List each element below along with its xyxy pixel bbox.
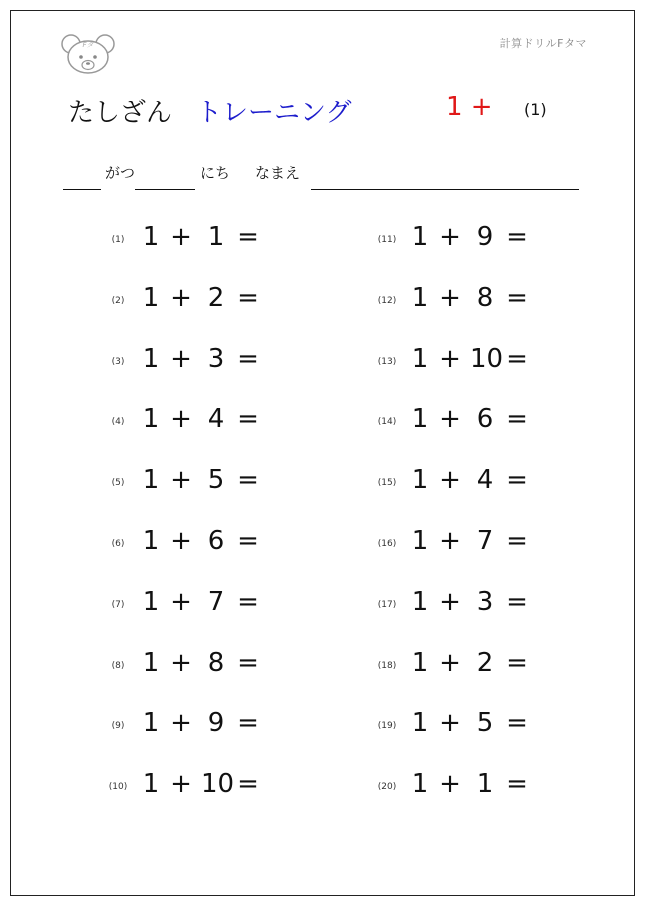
operand-b: 8 bbox=[207, 647, 225, 678]
operand-b: 4 bbox=[207, 404, 225, 435]
operand-b: 6 bbox=[207, 526, 225, 556]
equals-sign: = bbox=[506, 343, 528, 374]
equals-sign: = bbox=[237, 647, 259, 678]
operand-b: 2 bbox=[476, 647, 494, 678]
operand-b: 1 bbox=[476, 769, 494, 800]
plus-sign: + bbox=[439, 222, 461, 252]
problem-expression bbox=[410, 769, 534, 799]
operand-a: 1 bbox=[411, 769, 429, 800]
plus-sign: + bbox=[439, 586, 461, 617]
operand-a: 1 bbox=[411, 282, 429, 313]
bear-face-icon bbox=[60, 33, 116, 75]
equals-sign: = bbox=[237, 282, 259, 313]
brand-label: 計算ドリルFタマ bbox=[499, 37, 587, 50]
problem-item bbox=[372, 222, 592, 262]
plus-sign: + bbox=[170, 465, 192, 496]
operand-b: 5 bbox=[207, 465, 225, 496]
plus-sign: + bbox=[170, 769, 192, 800]
problem-number: (12) bbox=[377, 295, 397, 306]
name-blank[interactable] bbox=[311, 189, 579, 190]
problem-item bbox=[103, 769, 323, 809]
operand-b: 7 bbox=[207, 586, 225, 617]
operand-a: 1 bbox=[411, 465, 429, 496]
worksheet-page bbox=[10, 10, 635, 896]
equals-sign: = bbox=[506, 222, 528, 252]
plus-sign: + bbox=[170, 526, 192, 556]
operand-b: 4 bbox=[476, 465, 494, 496]
operand-b: 9 bbox=[476, 222, 494, 252]
operand-a: 1 bbox=[142, 282, 160, 313]
plus-sign: + bbox=[170, 586, 192, 617]
operand-a: 1 bbox=[142, 526, 160, 556]
plus-sign: + bbox=[439, 708, 461, 739]
operand-a: 1 bbox=[411, 647, 429, 678]
equals-sign: = bbox=[237, 769, 259, 800]
operand-b: 7 bbox=[476, 526, 494, 556]
operand-b: 5 bbox=[476, 708, 494, 739]
day-blank[interactable] bbox=[135, 189, 195, 190]
operand-a: 1 bbox=[142, 708, 160, 739]
equals-sign: = bbox=[506, 526, 528, 556]
problem-item bbox=[372, 344, 592, 384]
equals-sign: = bbox=[237, 465, 259, 496]
problem-item bbox=[103, 587, 323, 627]
problem-item bbox=[372, 465, 592, 505]
equals-sign: = bbox=[237, 526, 259, 556]
name-date-row bbox=[63, 162, 579, 190]
problem-item bbox=[103, 404, 323, 444]
title-main: たしざん bbox=[68, 98, 173, 128]
problem-number: (14) bbox=[377, 417, 397, 428]
problem-number: (2) bbox=[111, 295, 125, 306]
problem-item bbox=[372, 404, 592, 444]
problem-expression bbox=[141, 404, 265, 434]
problem-number: (9) bbox=[111, 721, 125, 732]
problem-number: (5) bbox=[111, 478, 125, 489]
problem-expression bbox=[141, 344, 265, 374]
problem-item bbox=[103, 708, 323, 748]
plus-sign: + bbox=[170, 708, 192, 739]
problem-expression bbox=[141, 526, 265, 556]
logo-text: Fタ bbox=[82, 41, 94, 49]
equals-sign: = bbox=[506, 769, 528, 800]
equals-sign: = bbox=[506, 708, 528, 739]
operand-b: 3 bbox=[476, 586, 494, 617]
plus-sign: + bbox=[170, 343, 192, 374]
problem-expression bbox=[141, 587, 265, 617]
problem-item bbox=[103, 526, 323, 566]
problem-expression bbox=[410, 222, 534, 252]
problem-expression bbox=[410, 708, 534, 738]
problem-number: (16) bbox=[377, 539, 397, 549]
problem-item bbox=[372, 769, 592, 809]
problem-item bbox=[103, 648, 323, 688]
operand-a: 1 bbox=[142, 586, 160, 617]
operand-a: 1 bbox=[411, 343, 429, 374]
plus-sign: + bbox=[170, 647, 192, 678]
problem-item bbox=[103, 222, 323, 262]
problem-expression bbox=[410, 648, 534, 678]
operand-a: 1 bbox=[411, 708, 429, 739]
problem-item bbox=[103, 465, 323, 505]
operand-a: 1 bbox=[411, 526, 429, 556]
operand-b: 6 bbox=[476, 404, 494, 435]
problem-item bbox=[372, 648, 592, 688]
name-label: なまえ bbox=[255, 164, 301, 182]
problem-item bbox=[372, 283, 592, 323]
equals-sign: = bbox=[237, 708, 259, 739]
problem-number: (11) bbox=[377, 235, 397, 245]
problem-item bbox=[103, 344, 323, 384]
operand-a: 1 bbox=[411, 586, 429, 617]
plus-sign: + bbox=[439, 769, 461, 800]
plus-sign: + bbox=[439, 647, 461, 678]
operand-a: 1 bbox=[142, 647, 160, 678]
problem-item bbox=[372, 526, 592, 566]
problem-number: (15) bbox=[377, 478, 397, 489]
title-sub: トレーニング bbox=[196, 98, 352, 128]
plus-sign: + bbox=[170, 222, 192, 252]
problem-expression bbox=[141, 465, 265, 495]
operand-a: 1 bbox=[142, 465, 160, 496]
month-label: がつ bbox=[105, 164, 136, 182]
problem-number: (4) bbox=[111, 417, 125, 428]
problem-item bbox=[103, 283, 323, 323]
title-row bbox=[68, 92, 588, 132]
problem-number: (10) bbox=[108, 782, 128, 793]
equals-sign: = bbox=[506, 647, 528, 678]
operand-a: 1 bbox=[142, 222, 160, 252]
problem-item bbox=[372, 708, 592, 748]
operand-a: 1 bbox=[142, 404, 160, 435]
equals-sign: = bbox=[506, 586, 528, 617]
operand-b: 10 bbox=[201, 769, 235, 800]
problem-expression bbox=[410, 283, 534, 313]
operand-b: 10 bbox=[470, 343, 504, 374]
problem-expression bbox=[410, 465, 534, 495]
operand-a: 1 bbox=[411, 222, 429, 252]
day-label: にち bbox=[200, 164, 231, 182]
problem-expression bbox=[410, 587, 534, 617]
plus-sign: + bbox=[170, 282, 192, 313]
equals-sign: = bbox=[237, 586, 259, 617]
problem-item bbox=[372, 587, 592, 627]
problem-expression bbox=[410, 344, 534, 374]
problem-number: (3) bbox=[111, 356, 125, 367]
equals-sign: = bbox=[506, 404, 528, 435]
operand-b: 3 bbox=[207, 343, 225, 374]
plus-sign: + bbox=[439, 404, 461, 435]
equals-sign: = bbox=[506, 465, 528, 496]
equals-sign: = bbox=[506, 282, 528, 313]
operand-b: 1 bbox=[207, 222, 225, 252]
plus-sign: + bbox=[439, 465, 461, 496]
problem-expression bbox=[141, 708, 265, 738]
problem-expression bbox=[141, 222, 265, 252]
problem-number: (13) bbox=[377, 356, 397, 367]
equals-sign: = bbox=[237, 343, 259, 374]
problem-expression bbox=[410, 526, 534, 556]
operand-a: 1 bbox=[411, 404, 429, 435]
plus-sign: + bbox=[439, 343, 461, 374]
operand-b: 8 bbox=[476, 282, 494, 313]
plus-sign: + bbox=[439, 526, 461, 556]
operand-b: 2 bbox=[207, 282, 225, 313]
problem-expression bbox=[141, 769, 265, 799]
problem-number: (1) bbox=[111, 235, 125, 245]
problem-number: (19) bbox=[377, 721, 397, 732]
problem-number: (20) bbox=[377, 782, 397, 793]
plus-sign: + bbox=[439, 282, 461, 313]
operand-a: 1 bbox=[142, 343, 160, 374]
equals-sign: = bbox=[237, 222, 259, 252]
problem-number: (8) bbox=[111, 660, 125, 671]
problem-number: (6) bbox=[111, 539, 125, 549]
title-operation: 1 + bbox=[446, 92, 493, 122]
equals-sign: = bbox=[237, 404, 259, 435]
problem-expression bbox=[410, 404, 534, 434]
problem-expression bbox=[141, 283, 265, 313]
problem-number: (17) bbox=[377, 599, 397, 610]
problem-number: (18) bbox=[377, 660, 397, 671]
operand-b: 9 bbox=[207, 708, 225, 739]
problem-expression bbox=[141, 648, 265, 678]
month-blank[interactable] bbox=[63, 189, 101, 190]
sheet-number: (1) bbox=[524, 100, 547, 119]
problem-number: (7) bbox=[111, 599, 125, 610]
plus-sign: + bbox=[170, 404, 192, 435]
operand-a: 1 bbox=[142, 769, 160, 800]
